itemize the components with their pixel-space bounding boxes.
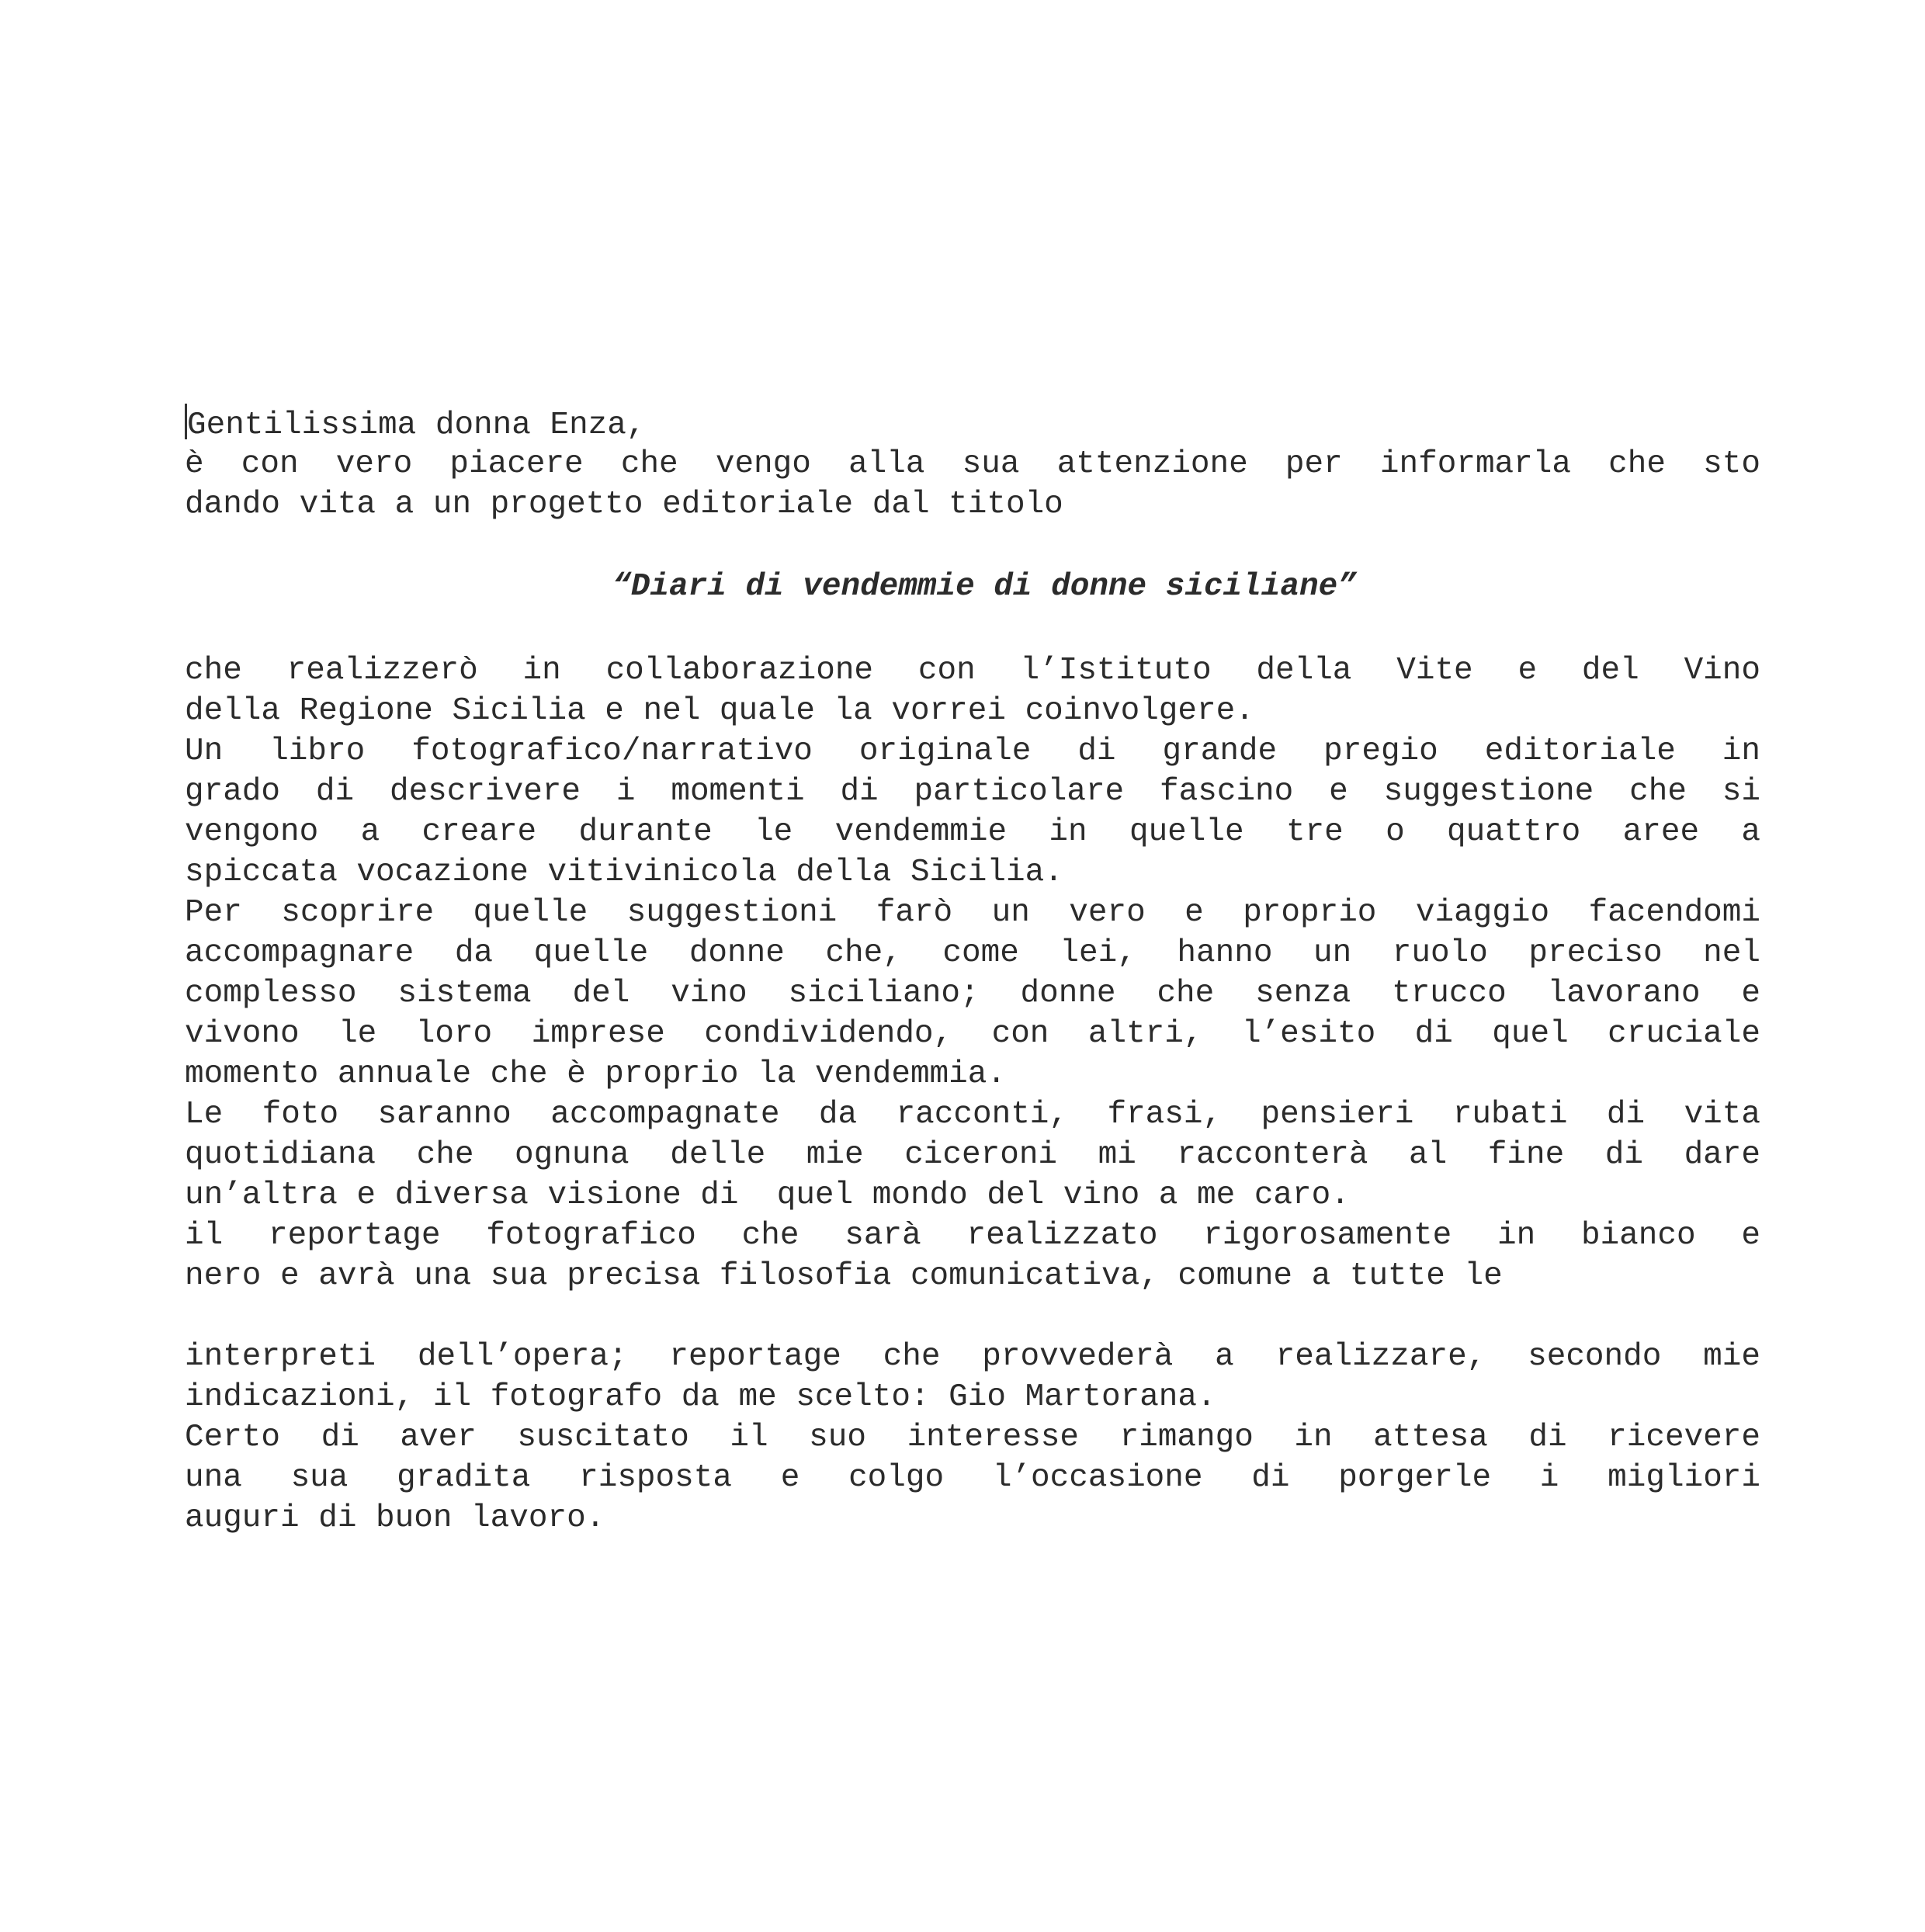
paragraph-line: momento annuale che è proprio la vendemmia.	[185, 1056, 1006, 1092]
paragraph-line: Per scoprire quelle suggestioni farò un vero e proprio viaggio facendomi	[185, 895, 1760, 931]
paragraph-line: dando vita a un progetto editoriale dal titolo	[185, 487, 1063, 522]
paragraph-line: quotidiana che ognuna delle mie ciceroni mi racconterà al fine di dare	[185, 1137, 1760, 1173]
paragraph-line: complesso sistema del vino siciliano; donne che senza trucco lavorano e	[185, 976, 1760, 1011]
paragraph-line: il reportage fotografico che sarà realizzato rigorosamente in bianco e	[185, 1218, 1760, 1254]
paragraph-line: interpreti dell’opera; reportage che provvederà a realizzare, secondo mie	[185, 1339, 1760, 1375]
paragraph-line: una sua gradita risposta e colgo l’occasione di porgerle i migliori	[185, 1460, 1760, 1496]
paragraph-line: della Regione Sicilia e nel quale la vorrei coinvolgere.	[185, 693, 1254, 729]
paragraph-line: auguri di buon lavoro.	[185, 1500, 605, 1536]
spacer	[185, 1296, 1760, 1337]
project-title: “Diari di vendemmie di donne siciliane”	[612, 569, 1357, 605]
spacer	[185, 607, 1760, 650]
paragraph-line: è con vero piacere che vengo alla sua attenzione per informarla che sto	[185, 446, 1760, 482]
paragraph-line: Certo di aver suscitato il suo interesse rimango in attesa di ricevere	[185, 1420, 1760, 1455]
paragraph-line: vengono a creare durante le vendemmie in quelle tre o quattro aree a	[185, 814, 1760, 850]
paragraph-line: accompagnare da quelle donne che, come lei, hanno un ruolo preciso nel	[185, 935, 1760, 971]
spacer	[185, 525, 1760, 567]
paragraph-line: vivono le loro imprese condividendo, con altri, l’esito di quel cruciale	[185, 1016, 1760, 1052]
paragraph-line: Un libro fotografico/narrativo originale di grande pregio editoriale in	[185, 734, 1760, 769]
paragraph-line: un’altra e diversa visione di quel mondo del vino a me caro.	[185, 1178, 1350, 1213]
letter-body	[185, 404, 1760, 1538]
greeting-line	[185, 404, 1760, 444]
paragraph-line: grado di descrivere i momenti di particolare fascino e suggestione che si	[185, 774, 1760, 810]
paragraph-line: indicazioni, il fotografo da me scelto: Gio Martorana.	[185, 1379, 1216, 1415]
paragraph-line: spiccata vocazione vitivinicola della Sicilia.	[185, 855, 1063, 890]
paragraph-line: nero e avrà una sua precisa filosofia comunicativa, comune a tutte le	[185, 1258, 1503, 1294]
greeting-text: Gentilissima donna Enza,	[187, 408, 646, 443]
paragraph-line: che realizzerò in collaborazione con l’Istituto della Vite e del Vino	[185, 653, 1760, 689]
paragraph-line: Le foto saranno accompagnate da racconti, frasi, pensieri rubati di vita	[185, 1097, 1760, 1132]
